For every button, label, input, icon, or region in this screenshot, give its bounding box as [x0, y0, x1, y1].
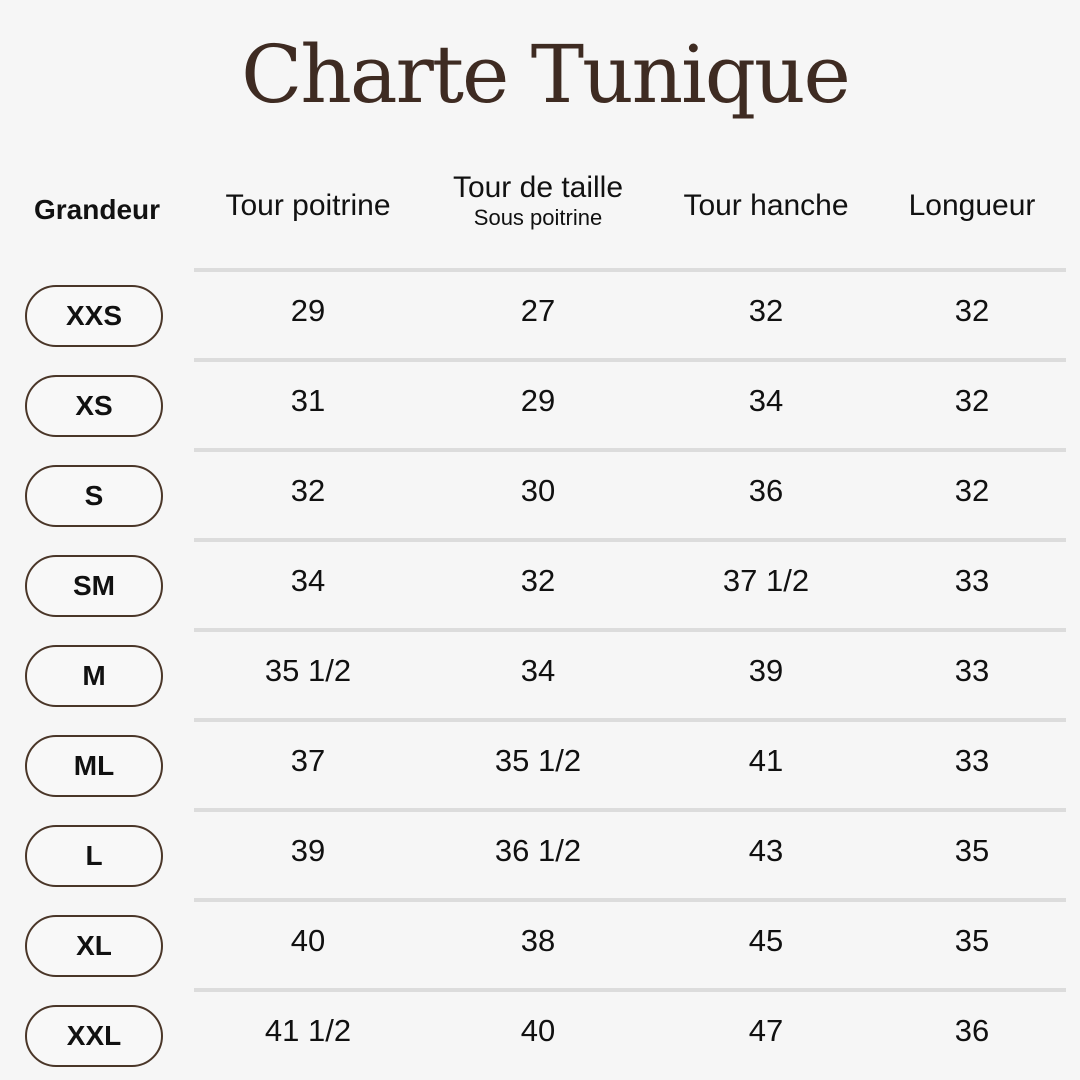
- header-length: Longueur: [908, 189, 1036, 222]
- table-row: [0, 988, 1080, 1078]
- cell-waist: 40: [520, 1013, 556, 1048]
- table-row: [0, 538, 1080, 628]
- cell-length: 35: [954, 923, 990, 958]
- cell-waist: 30: [520, 473, 556, 508]
- size-pill: XL: [25, 915, 163, 977]
- cell-waist: 36 1/2: [494, 833, 582, 868]
- size-pill: XXL: [25, 1005, 163, 1067]
- cell-hip: 39: [748, 653, 784, 688]
- table-row: [0, 808, 1080, 898]
- cell-length: 33: [954, 653, 990, 688]
- cell-bust: 39: [290, 833, 326, 868]
- table-row: [0, 628, 1080, 718]
- size-pill: L: [25, 825, 163, 887]
- header-size: Grandeur: [33, 194, 161, 225]
- cell-length: 33: [954, 563, 990, 598]
- table-row: [0, 358, 1080, 448]
- cell-waist: 38: [520, 923, 556, 958]
- size-pill: XS: [25, 375, 163, 437]
- page-title: Charte Tunique: [241, 28, 849, 121]
- cell-hip: 45: [748, 923, 784, 958]
- cell-waist: 29: [520, 383, 556, 418]
- size-pill: XXS: [25, 285, 163, 347]
- cell-bust: 37: [290, 743, 326, 778]
- header-bust: Tour poitrine: [225, 189, 391, 222]
- cell-hip: 43: [748, 833, 784, 868]
- cell-hip: 32: [748, 293, 784, 328]
- size-pill: SM: [25, 555, 163, 617]
- header-hip: Tour hanche: [683, 189, 849, 222]
- size-pill: M: [25, 645, 163, 707]
- cell-bust: 35 1/2: [264, 653, 352, 688]
- cell-bust: 41 1/2: [264, 1013, 352, 1048]
- cell-hip: 37 1/2: [722, 563, 810, 598]
- cell-waist: 35 1/2: [494, 743, 582, 778]
- cell-bust: 29: [290, 293, 326, 328]
- table-row: [0, 448, 1080, 538]
- header-waist-sublabel: Sous poitrine: [473, 205, 603, 230]
- size-pill: S: [25, 465, 163, 527]
- cell-length: 36: [954, 1013, 990, 1048]
- cell-hip: 36: [748, 473, 784, 508]
- cell-hip: 34: [748, 383, 784, 418]
- size-pill: ML: [25, 735, 163, 797]
- cell-bust: 31: [290, 383, 326, 418]
- cell-hip: 47: [748, 1013, 784, 1048]
- cell-length: 32: [954, 383, 990, 418]
- cell-waist: 34: [520, 653, 556, 688]
- header-waist-label: Tour de taille: [452, 171, 624, 204]
- cell-length: 33: [954, 743, 990, 778]
- table-row: [0, 268, 1080, 358]
- cell-bust: 32: [290, 473, 326, 508]
- cell-waist: 32: [520, 563, 556, 598]
- cell-length: 32: [954, 293, 990, 328]
- cell-length: 32: [954, 473, 990, 508]
- cell-bust: 40: [290, 923, 326, 958]
- cell-length: 35: [954, 833, 990, 868]
- header-waist: [423, 171, 653, 231]
- cell-bust: 34: [290, 563, 326, 598]
- table-row: [0, 898, 1080, 988]
- cell-hip: 41: [748, 743, 784, 778]
- table-row: [0, 718, 1080, 808]
- cell-waist: 27: [520, 293, 556, 328]
